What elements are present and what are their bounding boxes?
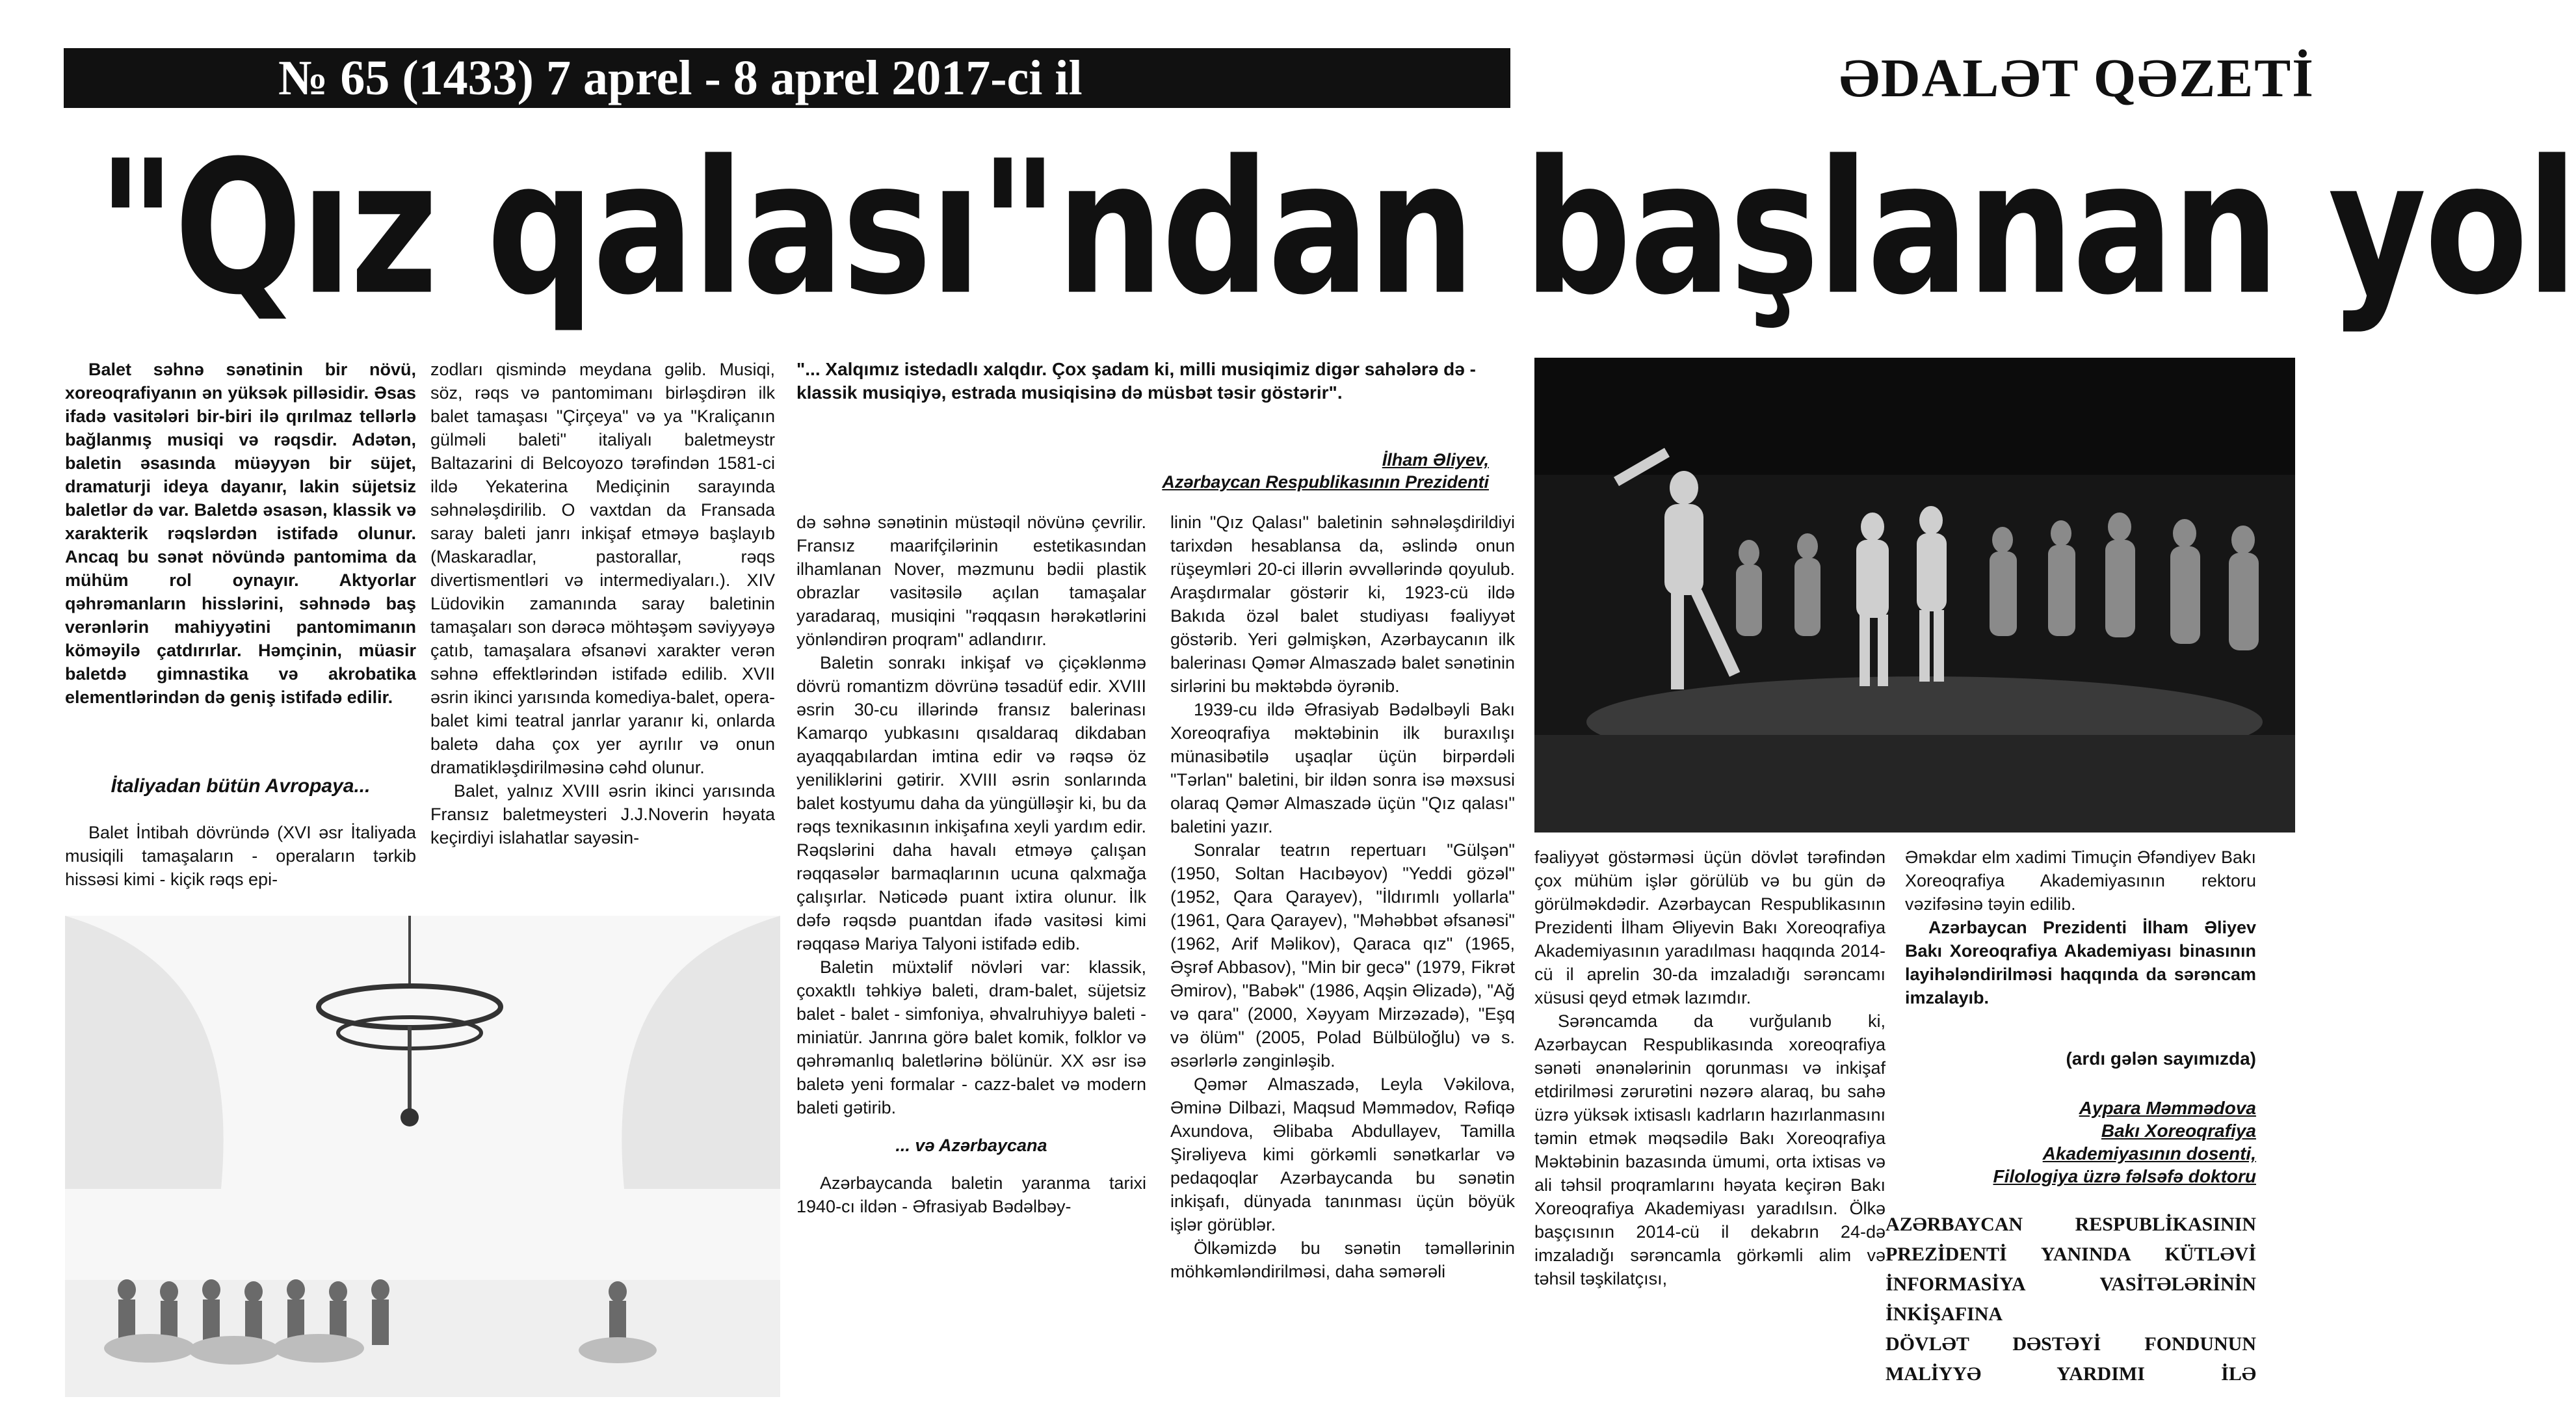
paragraph: Əməkdar elm xadimi Timuçin Əfəndiyev Bakı Xoreoqrafiya Akademiyasının rektoru vəzifəsinə təyin edilib.	[1905, 847, 2256, 914]
paragraph: Azərbaycan Prezidenti İlham Əliyev Bakı Xoreoqrafiya Akademiyası binasının layihələndirilməsi haqqında da sərəncam imzalayıb.	[1905, 918, 2256, 1007]
subheading-azerbaijan: ... və Azərbaycana	[895, 1136, 1047, 1155]
author-affiliation: Bakı Xoreoqrafiya	[2101, 1121, 2256, 1141]
article-lead	[65, 358, 416, 774]
issue-line: № 65 (1433) 7 aprel - 8 aprel 2017-ci il	[278, 51, 1083, 105]
paragraph: zodları qismində meydana gəlib. Musiqi, söz, rəqs və pantomimanı birləşdirən ilk balet tamaşası "Çirçeya" və ya "Kraliçanın gülməli baleti" italiyalı baletmeystr Baltazarini di Belcoyozo tərəfindən 1581-ci ildə Yekaterina Mediçinin sarayında səhnələşdirilib. O vaxtdan da Fransada saray baleti janrı inkişaf etməyə başlayıb (Maskaradlar, pastorallar, rəqs divertismentləri və intermediyaları.). XIV Lüdovikin zamanında saray baletinin tamaşaları son dərəcə möhtəşəm səviyyəyə çatıb, tamaşalara əfsanəvi xarakter verən səhnə effektlərindən istifadə edilib. XVII əsrin ikinci yarısında komediya-balet, opera-balet kimi teatral janrlar yaranır ki, onlarda baletə daha çox yer ayrılır və onun dramatikləşdirilməsinə cəhd olunur.	[430, 360, 775, 777]
author-signature	[1905, 1097, 2256, 1201]
subheading-italy	[65, 775, 416, 801]
paragraph: Qəmər Almaszadə, Leyla Vəkilova, Əminə Dilbazi, Maqsud Məmmədov, Rəfiqə Axundova, Əlibaba Abdullayev, Tamilla Şirəliyeva kimi görkəmli sənətkarlar və pedaqoqlar Azərbaycanda bu sənətin inkişafı, dünyada tanınması üçün böyük işlər görüblər.	[1170, 1074, 1515, 1234]
president-quote: "... Xalqımız istedadlı xalqdır. Çox şadam ki, milli musiqimiz digər sahələrə də - klassik musiqiyə, estrada musiqisinə də müsbət təsir göstərir".	[796, 359, 1476, 403]
article-column-5	[1534, 846, 1886, 1395]
author-position: Akademiyasının dosenti,	[2042, 1143, 2256, 1164]
article-column-6	[1905, 846, 2256, 1028]
fund-line: DÖVLƏT DƏSTƏYİ FONDUNUN	[1886, 1333, 2256, 1355]
author-name: Aypara Məmmədova	[2079, 1098, 2256, 1118]
fund-line: MALİYYƏ YARDIMI İLƏ	[1886, 1363, 2256, 1385]
article-column-2	[430, 358, 775, 909]
paragraph: Sonralar teatrın repertuarı "Gülşən" (1950, Soltan Hacıbəyov) "Yeddi gözəl" (1952, Qara Qarayev), "İldırımlı yollarla" (1961, Qara Qarayev), "Məhəbbət əfsanəsi" (1962, Arif Məlikov), Qaraca qız" (1965, Əşrəf Abbasov), "Min bir gecə" (1979, Fikrət Əmirov), "Babək" (1986, Aqşin Əlizadə), "Ağ və qara" (2000, Xəyyam Mirzəzadə), "Eşq və ölüm" (2005, Polad Bülbüloğlu) və s. əsərlərlə zənginləşib.	[1170, 840, 1515, 1071]
ballet-stage-photo	[1534, 358, 2295, 833]
ballet-chandelier-photo	[65, 916, 780, 1397]
subheading-italy-text: İtaliyadan bütün Avropaya...	[111, 775, 371, 797]
paragraph: Sərəncamda da vurğulanıb ki, Azərbaycan Respublikasında xoreoqrafiya sənəti ənənələrinin qorunması və inkişaf etdirilməsi zərurətini nəzərə alaraq, bu sahə üzrə yüksək ixtisaslı kadrların hazırlanmasını təmin etmək məqsədilə Bakı Xoreoqrafiya Məktəbinin bazasında ümumi, orta ixtisas və ali təhsil proqramlarını həyata keçirən Bakı Xoreoqrafiya Akademiyası yaradılsın. Ölkə başçısının 2014-cü il dekabrın 24-də imzaladığı sərəncamla görkəmli alim və təhsil təşkilatçısı,	[1534, 1011, 1886, 1288]
paragraph: də səhnə sənətinin müstəqil növünə çevrilir. Fransız maarifçilərinin estetikasından ilhamlanan Nover, məzmunu bədii plastik obrazlar vasitəsilə açılan tamaşalar yaradaraq, musiqini "rəqqasın hərəkətlərini yönləndirən proqram" adlandırır.	[796, 513, 1146, 649]
paragraph: Azərbaycanda baletin yaranma tarixi 1940-cı ildən - Əfrasiyab Bədəlbəy-	[796, 1173, 1146, 1216]
headline: "Qız qalası"ndan başlanan yol	[98, 121, 2576, 336]
paragraph: Balet, yalnız XVIII əsrin ikinci yarısında Fransız baletmeysteri J.J.Noverin həyata keçirdiyi islahatlar sayəsin-	[430, 781, 775, 847]
fund-line: AZƏRBAYCAN RESPUBLİKASININ	[1886, 1214, 2256, 1235]
quote-author-title: Azərbaycan Respublikasının Prezidenti	[1162, 472, 1489, 492]
article-column-1	[65, 821, 416, 909]
continued-note: (ardı gələn sayımızda)	[2066, 1048, 2256, 1069]
paper-name: ƏDALƏT QƏZETİ	[1839, 48, 2315, 109]
paragraph: Balet İntibah dövründə (XVI əsr İtaliyada musiqili tamaşaların - operaların tərkib hissəsi kimi - kiçik rəqs epi-	[65, 823, 416, 889]
lead-paragraph: Balet səhnə sənətinin bir növü, xoreoqrafiyanın ən yüksək pilləsidir. Əsas ifadə vasitələri bir-biri ilə qırılmaz tellərlə bağlanmış musiqi və rəqsdir. Adətən, baletin əsasında müəyyən bir süjet, dramaturji ideya dayanır, lakin süjetsiz baletlər də var. Baletdə əsasən, klassik və xarakterik rəqslərdən istifadə olunur. Ancaq bu sənət növündə pantomima da mühüm rol oynayır. Aktyorlar qəhrəmanların hisslərini, səhnədə baş verənlərin mahiyyətini pantomimanın köməyilə çatdırırlar. Həmçinin, müasir baletdə gimnastika və akrobatika elementlərindən də geniş istifadə edilir.	[65, 360, 416, 707]
author-degree: Filologiya üzrə fəlsəfə doktoru	[1993, 1166, 2256, 1186]
quote-attribution	[975, 449, 1489, 494]
quote-author-name: İlham Əliyev,	[1382, 450, 1489, 470]
paragraph: 1939-cu ildə Əfrasiyab Bədəlbəyli Bakı Xoreoqrafiya məktəbinin ilk buraxılışı münasibətilə uşaqlar üçün birpərdəli "Tərlan" baletini, bir ildən sonra isə məxsusi olaraq Qəmər Almaszadə üçün "Qız qalası" baletini yazır.	[1170, 700, 1515, 836]
article-column-4	[1170, 511, 1515, 1395]
paragraph: linin "Qız Qalası" baletinin səhnələşdirildiyi tarixdən hesablansa da, əslində onun rüşeymləri 20-ci illərin əvvəllərində qoyulub. Araşdırmalar göstərir ki, 1923-cü ildə Bakıda özəl balet studiyası fəaliyyət göstərib. Yeri gəlmişkən, Azərbaycanın ilk balerinası Qəmər Almaszadə balet sənətinin sirlərini bu məktəbdə öyrənib.	[1170, 513, 1515, 696]
fund-line: PREZİDENTİ YANINDA KÜTLƏVİ	[1886, 1244, 2256, 1265]
paragraph: Baletin sonrakı inkişaf və çiçəklənmə dövrü romantizm dövrünə təsadüf edir. XVIII əsrin 30-cu illərində fransız balerinası Kamarqo yubkasını qısaldaraq dikdaban ayaqqabılardan imtina edir və rəqsə öz yeniliklərini gətirir. XVIII əsrin sonlarında balet kostyumu daha da yüngülləşir ki, bu da rəqs texnikasının inkişafına xeyli yardım edir. Rəqslərini daha havalı etməyə çalışan rəqqasələr barmaqlarının ucuna qalxmağa çalışırlar. Nəticədə puant ixtira olunur. İlk dəfə rəqsdə puantdan ifadə vasitəsi kimi rəqqasə Mariya Talyoni istifadə edib.	[796, 653, 1146, 953]
support-fund-credit	[1886, 1210, 2256, 1398]
paragraph: Ölkəmizdə bu sənətin təməllərinin möhkəmləndirilməsi, daha səmərəli	[1170, 1238, 1515, 1281]
paragraph: Baletin müxtəlif növləri var: klassik, çoxaktlı təhkiyə baleti, dram-balet, süjetsiz balet - balet - simfoniya, əhvalruhiyyə baleti - miniatür. Janrına görə balet komik, folklor və qəhrəmanlıq baletlərinə bölünür. XX əsr isə baletə yeni formalar - cazz-balet və modern baleti gətirib.	[796, 957, 1146, 1117]
article-column-3	[796, 511, 1146, 1395]
fund-line: İNFORMASİYA VASİTƏLƏRİNİN İNKİŞAFINA	[1886, 1273, 2256, 1325]
paragraph: fəaliyyət göstərməsi üçün dövlət tərəfindən çox mühüm işlər görülüb və bu gün də görülməkdədir. Azərbaycan Respublikasının Prezidenti İlham Əliyevin Bakı Xoreoqrafiya Akademiyasının yaradılması haqqında 2014-cü il aprelin 30-da imzaladığı sərəncamı xüsusi qeyd etmək lazımdır.	[1534, 847, 1886, 1007]
